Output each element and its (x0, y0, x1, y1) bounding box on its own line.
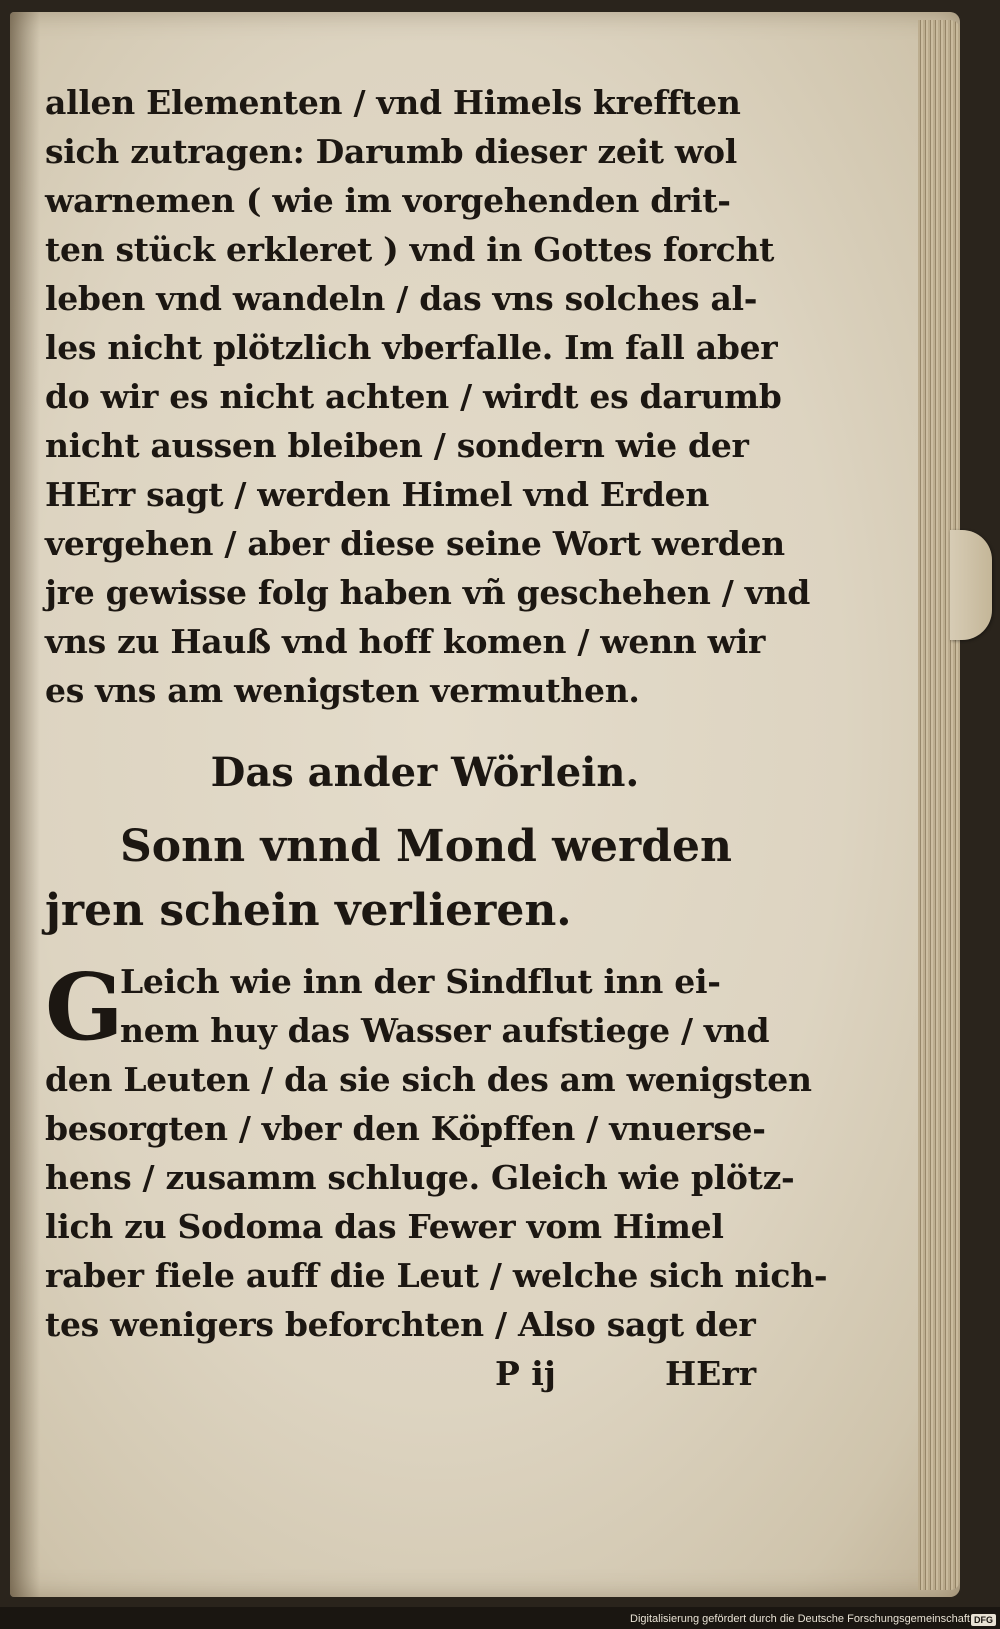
catchword: HErr (665, 1354, 757, 1393)
text-line: warnemen ( wie im vorgehenden drit- (45, 181, 731, 220)
dfg-logo: DFG (971, 1614, 996, 1626)
section-title-line: Sonn vnnd Mond werden (120, 821, 732, 872)
text-line: es vns am wenigsten vermuthen. (45, 671, 640, 710)
text-line: HErr sagt / werden Himel vnd Erden (45, 475, 710, 514)
text-line: lich zu Sodoma das Fewer vom Himel (45, 1207, 724, 1246)
page-tab (950, 530, 992, 640)
text-line: tes wenigers beforchten / Also sagt der (45, 1305, 756, 1344)
text-line: allen Elementen / vnd Himels krefften (45, 83, 741, 122)
drop-cap: G (45, 953, 124, 1061)
digitization-credit: Digitalisierung gefördert durch die Deutsche Forschungsgemeinschaft (630, 1613, 970, 1625)
spine-shadow (10, 12, 40, 1597)
text-line: do wir es nicht achten / wirdt es darumb (45, 377, 782, 416)
section-title-line: jren schein verlieren. (45, 885, 572, 936)
paragraph-start (45, 953, 805, 1061)
text-line: hens / zusamm schluge. Gleich wie plötz- (45, 1158, 795, 1197)
text-line: leben vnd wandeln / das vns solches al- (45, 279, 758, 318)
text-line: Leich wie inn der Sindflut inn ei- (120, 962, 721, 1001)
text-line: besorgten / vber den Köpffen / vnuerse- (45, 1109, 766, 1148)
text-line: ten stück erkleret ) vnd in Gottes forcht (45, 230, 775, 269)
text-line: jre gewisse folg haben vñ geschehen / vnd (45, 573, 811, 612)
text-line: sich zutragen: Darumb dieser zeit wol (45, 132, 737, 171)
text-line: den Leuten / da sie sich des am wenigsten (45, 1060, 812, 1099)
text-line: raber fiele auff die Leut / welche sich nich- (45, 1256, 828, 1295)
text-block (45, 78, 828, 1398)
text-line: les nicht plötzlich vberfalle. Im fall aber (45, 328, 778, 367)
credit-bar (0, 1607, 1000, 1629)
text-line: nicht aussen bleiben / sondern wie der (45, 426, 749, 465)
section-heading: Das ander Wörlein. (210, 749, 640, 796)
signature-mark: P ij (495, 1354, 556, 1393)
page-edges (918, 20, 960, 1590)
text-line: nem huy das Wasser aufstiege / vnd (120, 1011, 770, 1050)
text-line: vns zu Hauß vnd hoff komen / wenn wir (45, 622, 766, 661)
text-line: vergehen / aber diese seine Wort werden (45, 524, 785, 563)
page-footer-line (45, 1349, 805, 1398)
